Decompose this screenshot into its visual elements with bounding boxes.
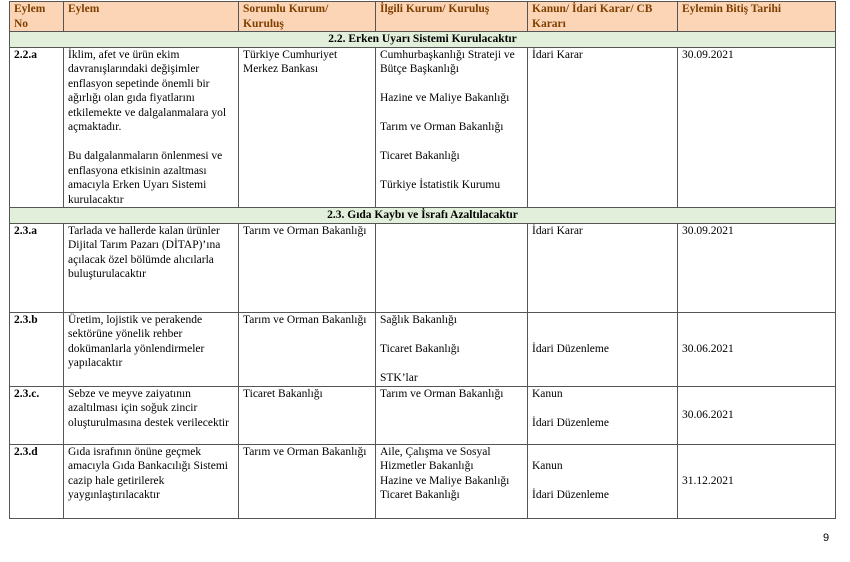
action-paragraph: İklim, afet ve ürün ekim davranışlarındaki değişimler enflasyon sepetinde önemli bir ağırlığı olan gıda fiyatlarını etkilemekte ve dalgalanmalara yol açmaktadır.: [68, 48, 227, 133]
related-cell: Tarım ve Orman Bakanlığı: [376, 386, 528, 444]
header-responsible: Sorumlu Kurum/ Kuruluş: [239, 2, 376, 32]
related-item: Tarım ve Orman Bakanlığı: [380, 121, 504, 133]
action-text: Sebze ve meyve zaiyatının azaltılması için soğuk zincir oluşturulmasına destek verilecektir: [64, 386, 239, 444]
related-item: Türkiye İstatistik Kurumu: [380, 179, 501, 191]
section-title: 2.3. Gıda Kaybı ve İsrafı Azaltılacaktır: [10, 208, 836, 224]
table-row: [10, 386, 836, 444]
responsible-cell: Tarım ve Orman Bakanlığı: [239, 223, 376, 312]
related-item: Aile, Çalışma ve Sosyal Hizmetler Bakanlığı: [380, 445, 491, 472]
end-date-cell: 30.09.2021: [678, 223, 836, 312]
related-item: Hazine ve Maliye Bakanlığı: [380, 474, 510, 487]
section-row: [10, 208, 836, 224]
responsible-cell: Tarım ve Orman Bakanlığı: [239, 444, 376, 518]
action-plan-table: [9, 1, 836, 519]
section-title: 2.2. Erken Uyarı Sistemi Kurulacaktır: [10, 32, 836, 48]
decision-cell: İdari Karar: [528, 47, 678, 208]
decision-cell: İdari Karar: [528, 223, 678, 312]
header-related: İlgili Kurum/ Kuruluş: [376, 2, 528, 32]
responsible-cell: Tarım ve Orman Bakanlığı: [239, 312, 376, 386]
table-row: [10, 47, 836, 208]
related-item: Ticaret Bakanlığı: [380, 489, 460, 501]
action-paragraph: Bu dalgalanmaların önlenmesi ve enflasyona etkisinin azaltması amacıyla Erken Uyarı Sistemi kurulacaktır: [68, 150, 223, 206]
decision-item: Kanun: [532, 387, 563, 400]
action-text: [64, 47, 239, 208]
action-no: 2.3.b: [10, 312, 64, 386]
end-date-cell: 31.12.2021: [678, 444, 836, 518]
related-cell: [376, 223, 528, 312]
responsible-cell: Türkiye Cumhuriyet Merkez Bankası: [239, 47, 376, 208]
table-row: [10, 444, 836, 518]
header-action: Eylem: [64, 2, 239, 32]
related-item: Ticaret Bakanlığı: [380, 150, 460, 162]
related-item: Cumhurbaşkanlığı Strateji ve Bütçe Başkanlığı: [380, 48, 515, 75]
decision-cell: [528, 386, 678, 444]
action-no: 2.3.a: [10, 223, 64, 312]
section-row: [10, 32, 836, 48]
related-item: Ticaret Bakanlığı: [380, 342, 460, 355]
table-row: [10, 223, 836, 312]
end-date-cell: 30.09.2021: [678, 47, 836, 208]
related-cell: [376, 312, 528, 386]
end-date-cell: 30.06.2021: [678, 312, 836, 386]
related-item: STK’lar: [380, 371, 418, 384]
decision-item: Kanun: [532, 460, 563, 473]
action-text: Üretim, lojistik ve perakende sektörüne yönelik rehber dokümanlarla yönlendirmeler yapılacaktır: [64, 312, 239, 386]
end-date-cell: 30.06.2021: [678, 386, 836, 444]
related-cell: [376, 444, 528, 518]
responsible-cell: Ticaret Bakanlığı: [239, 386, 376, 444]
header-row: [10, 2, 836, 32]
decision-item: İdari Düzenleme: [532, 489, 609, 502]
related-cell: [376, 47, 528, 208]
page-number: 9: [823, 532, 830, 544]
action-no: 2.2.a: [10, 47, 64, 208]
action-text: Tarlada ve hallerde kalan ürünler Dijital Tarım Pazarı (DİTAP)’ına açılacak özel bölümde alıcılarla buluşturulacaktır: [64, 223, 239, 312]
decision-item: İdari Düzenleme: [532, 416, 609, 429]
header-end-date: Eylemin Bitiş Tarihi: [678, 2, 836, 32]
header-no: Eylem No: [10, 2, 64, 32]
table-row: [10, 312, 836, 386]
related-item: Hazine ve Maliye Bakanlığı: [380, 92, 510, 104]
action-no: 2.3.c.: [10, 386, 64, 444]
decision-cell: [528, 444, 678, 518]
action-no: 2.3.d: [10, 444, 64, 518]
decision-cell: İdari Düzenleme: [528, 312, 678, 386]
related-item: Sağlık Bakanlığı: [380, 313, 457, 326]
header-decision: Kanun/ İdari Karar/ CB Kararı: [528, 2, 678, 32]
action-text: Gıda israfının önüne geçmek amacıyla Gıda Bankacılığı Sistemi cazip hale getirilerek yaygınlaştırılacaktır: [64, 444, 239, 518]
